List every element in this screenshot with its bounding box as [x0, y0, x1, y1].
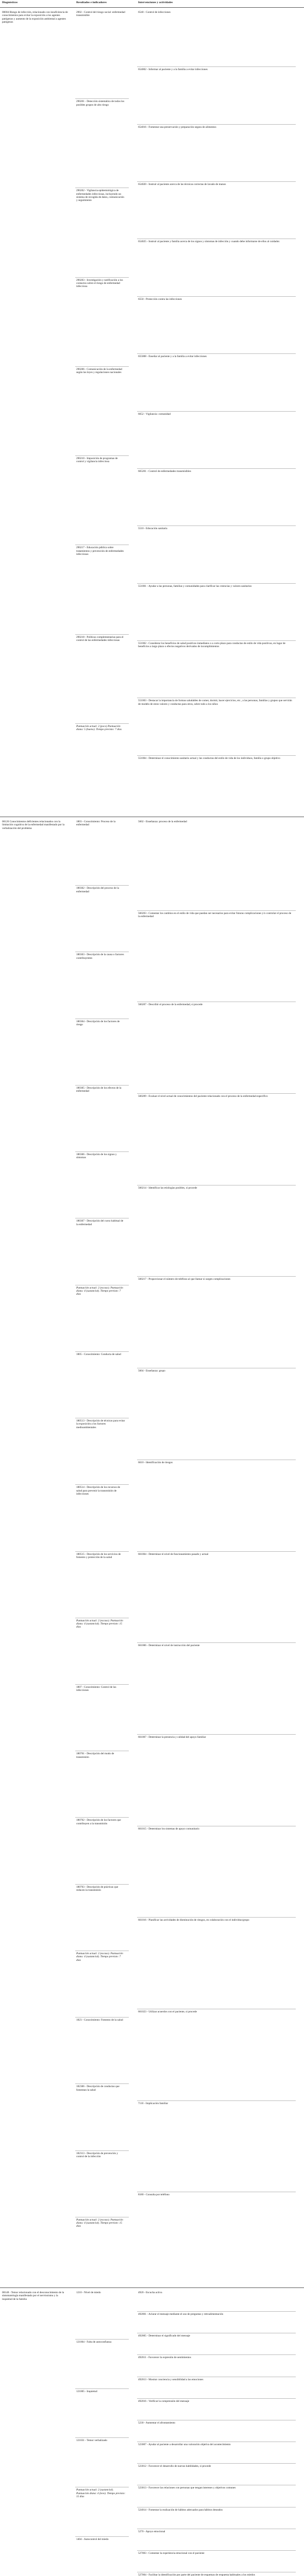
intervention-item: 551003 - Destacar la importancia de formas saludables de comer, dormir, hacer ejercicios, etc., a las personas, familias y grupos que servirán de modelo de estos valores y conductas para otros, sobre todo a los niños [138, 699, 292, 706]
column-header-diagnoses: Diagnósticos [2, 1, 18, 4]
outcome-score: Puntuación actual: 2 (sustancial). Puntuación diana: 4 (leve). Tiempo previsto: 15 días [76, 2488, 126, 2498]
intervention-item: 492001 - Aclarar el mensaje mediante el uso de preguntas y retroalimentación [138, 2313, 224, 2316]
outcome-indicator: 2902 - Control del riesgo social: enfermedad transmisible [76, 11, 125, 18]
intervention-item: 560203 - Comentar los cambios en el estilo de vida que puedan ser necesarios para evitar futuras complicaciones y/o controlar el proceso de la enfermedad [138, 911, 292, 919]
outcome-indicator: 290218 - Políticas complementarias para el control de las enfermedades infecciosas [76, 635, 124, 642]
outcome-indicator: 180303 - Descripción de la causa o factores contribuyentes [76, 953, 124, 960]
intervention-item: 8180 - Consulta por teléfono [138, 2193, 170, 2197]
intervention-item: 551002 - Considerar los beneficios de salud positivos inmediatos o a corto plazo para conductas de estilo de vida positivas, en lugar de beneficios a largo plazo o efectos negativos derivados de incumplimientos [138, 641, 285, 649]
cell-divider [137, 755, 296, 756]
intervention-item: 5510 - Educación sanitaria [138, 527, 167, 531]
intervention-item: 492005 - Determinar el significado del mensaje [138, 2334, 190, 2338]
cell-divider [75, 2017, 129, 2018]
outcome-indicator: 1210 - Nivel de miedo [76, 2291, 101, 2294]
cell-divider [137, 2354, 296, 2355]
outcome-indicator: 182306 - Descripción de conductas que fomentan la salud [76, 2085, 120, 2092]
outcome-indicator: 290202 - Vigilancia epidemiológica de enfermedades infecciosas, incluyendo un sistema de recogida de datos, comunicación y seguimiento [76, 189, 124, 202]
cell-divider [137, 1276, 296, 1277]
outcome-indicator: 290206 - Comunicación de la enfermedad según las leyes y regulaciones nacionales [76, 367, 122, 375]
intervention-item: 560214 - Identificar las etiologías posibles, si procede [138, 1186, 197, 1190]
table-row [0, 2287, 304, 2576]
intervention-item: 661015 - Determinar los sistemas de apoyo comunitario [138, 1827, 199, 1831]
intervention-item: 5602 - Enseñanza: proceso de la enfermedad [138, 820, 187, 823]
outcome-indicator: 290210 - Imposición de programas de control y vigilancia infecciosa [76, 457, 118, 464]
intervention-item: 661006 - Determinar el nivel de instrucción del paciente [138, 1644, 200, 1648]
outcome-score: Puntuación actual: 2 (escaso). Puntuación diana: 4 (sustancial). Tiempo previsto: 7 días [76, 1952, 123, 1962]
intervention-item: 551001 - Ayudar a las personas, familias y comunidades para clarificar las creencias y valores sanitarios [138, 584, 252, 588]
outcome-indicator: 180307 - Descripción del curso habitual de la enfermedad [76, 1219, 124, 1226]
outcome-indicator: 1803 - Conocimiento: Proceso de la enfermedad [76, 820, 116, 827]
intervention-item: 560209 - Evaluar el nivel actual de conocimientos del paciente relacionado con el proceso de la enfermedad específico [138, 1095, 268, 1098]
outcome-indicator: 121004 - Falta de autoconfianza [76, 2340, 112, 2344]
intervention-item: 661016 - Planificar las actividades de disminución de riesgos, en colaboración con el individuo/grupo [138, 1919, 249, 1922]
diagnosis-cell: 00004 Riesgo de infección, relacionado con insuficiencia de conocimientos para evitar la exposición a los agentes patógenos y aumento de la exposición ambiental a agentes patógenos [2, 11, 68, 24]
outcome-indicator: 180514 - Descripción de los recursos de salud para prevenir la transmisión de infecciones [76, 1486, 121, 1496]
column-header-outcomes: Resultados e indicadores [76, 1, 107, 4]
cell-divider [75, 455, 129, 456]
outcome-indicator: 180702 - Descripción de los factores que contribuyen a la transmisión [76, 1819, 121, 1825]
intervention-item: 654025 - Instruir al paciente y familia acerca de los signos y síntomas de infección y cuando debe informarse de ellos al cuidador. [138, 240, 280, 244]
cell-divider [137, 583, 296, 584]
intervention-item: 551004 - Determinar el conocimiento sanitario actual y las conductas del estilo de vida de los individuos, familia o grupo objetivo [138, 756, 280, 760]
intervention-item: 661023 - Utilizar acuerdos con el paciente, si procede [138, 2010, 197, 2013]
intervention-item: 523013 - Favorecer las relaciones con personas que tengan intereses y objetivos comunes [138, 2486, 236, 2490]
intervention-item: 492011 - Favorecer la expresión de sentimientos [138, 2356, 191, 2360]
cell-divider [137, 2398, 296, 2399]
cell-divider [137, 66, 296, 67]
intervention-item: 492016 - Verificar la comprensión del mensaje [138, 2399, 190, 2403]
cell-divider [75, 2083, 129, 2084]
cell-divider [137, 353, 296, 354]
cell-divider [137, 910, 296, 911]
outcome-indicator: 180304 - Descripción de los factores de riesgo [76, 1020, 120, 1027]
cell-divider [75, 634, 129, 635]
cell-divider [137, 2100, 296, 2101]
outcome-indicator: 290203 - Investigación y notificación a los contactos sobre el riesgo de enfermedad infecciosa [76, 278, 123, 289]
outcome-indicator: 180701 - Descripción del modo de transmisión [76, 1752, 114, 1759]
cell-divider [75, 1151, 129, 1152]
intervention-item: 654002 - Informar al paciente y a la familia a evitar infecciones [138, 68, 208, 72]
intervention-item: 4920 - Escucha activa [138, 2291, 162, 2294]
intervention-item: 654016 - Fomentar una preservación y preparación segura de alimentos [138, 125, 216, 129]
cell-divider [137, 1642, 296, 1643]
outcome-score: Puntuación actual: 2 (poco) Puntuación diana: 5 (bueno). Tiempo previsto: 7 días [76, 724, 122, 732]
cell-divider [137, 1734, 296, 1735]
cell-divider [75, 1884, 129, 1885]
intervention-item: 560207 - Describir el proceso de la enfermedad, si procede [138, 1003, 203, 1007]
diagnosis-cell: 00148 - Temor relacionado con el desconocimiento de la sintomatología manifestado por el nerviosismo y la inquietud de la familia [2, 2291, 64, 2301]
intervention-item: 527003 - Comentar la experiencia emocional con el paciente [138, 2551, 205, 2555]
outcome-indicator: 180515 - Descripción de los servicios de fomento y protección de la salud [76, 1552, 121, 1559]
cell-divider [137, 468, 296, 469]
cell-divider [137, 296, 296, 297]
cell-divider [137, 1917, 296, 1918]
cell-divider [137, 181, 296, 182]
outcome-indicator: 180302 - Descripción del proceso de la enfermedad [76, 887, 119, 893]
cell-divider [75, 1684, 129, 1685]
intervention-item: 560217 - Proporcionar el número de teléfono al que llamar si surgen complicaciones [138, 1278, 231, 1281]
intervention-item: 655008 - Enseñar al paciente y a la familia a evitar infecciones [138, 355, 207, 359]
intervention-item: 654020 - Instruir al paciente acerca de las técnicas correctas de lavado de manos [138, 183, 226, 187]
cell-divider [75, 1817, 129, 1818]
cell-divider [75, 1484, 129, 1485]
outcome-indicator: 180703 - Descripción de prácticas que reducen la transmisión [76, 1885, 119, 1892]
cell-divider [137, 124, 296, 125]
outcome-score: Puntuación actual: 2 (escaso). Puntuación diana: 4 (sustancial). Tiempo previsto: 15 días [76, 2218, 123, 2228]
intervention-item: 524014 - Fomentar la realización de hábitos adecuados para hábitos deseados [138, 2508, 223, 2512]
cell-divider [75, 2150, 129, 2151]
intervention-item: 661004 - Determinar el nivel de funcionamiento pasado y actual [138, 1552, 209, 1556]
outcome-indicator: 182313 - Descripción de prevención y control de la infección [76, 2151, 119, 2158]
intervention-item: 7110 - Implicación familiar [138, 2102, 168, 2105]
cell-divider [75, 723, 129, 724]
intervention-item: 5230 - Aumentar el afrontamiento [138, 2421, 176, 2425]
cell-divider [75, 2388, 129, 2389]
outcome-indicator: 121031 - Temor verbalizado [76, 2439, 107, 2443]
cell-divider [137, 640, 296, 641]
diagnosis-cell: 00126 Conocimientos deficientes relacionados con la limitación cognitiva de la enfermedad manifestado por la verbalización del problema [2, 820, 65, 830]
cell-divider [75, 2339, 129, 2340]
intervention-item: 527004 - Facilitar la identificación por parte del paciente de esquemas de respuesta habituales a los miedos [138, 2573, 255, 2576]
outcome-indicator: 180305 - Descripción de los efectos de la enfermedad [76, 1086, 122, 1093]
outcome-indicator: 1823 - Conocimiento: Fomento de la salud [76, 2019, 123, 2022]
cell-divider [137, 2463, 296, 2464]
cell-divider [75, 1351, 129, 1352]
intervention-item: 661007 - Determinar la presencia y calidad del apoyo familiar [138, 1735, 206, 1739]
cell-divider [75, 277, 129, 278]
cell-divider [75, 366, 129, 367]
cell-divider [75, 1551, 129, 1552]
table-row [0, 817, 304, 2288]
cell-divider [75, 1085, 129, 1086]
intervention-item: 523012 - Favorecer el desarrollo de nuevas habilidades, si procede [138, 2465, 211, 2468]
intervention-item: 6550 - Protección contra las infecciones [138, 297, 182, 301]
outcome-indicator: 180306 - Descripción de los signos y síntomas [76, 1153, 117, 1160]
cell-divider [137, 1551, 296, 1552]
intervention-item: 6610 - Identificación de riesgos [138, 1461, 173, 1464]
intervention-item: 665201 - Control de enfermedades transmisibles [138, 469, 191, 473]
outcome-score: Puntuación actual: 2 (escaso). Puntuación diana: 4 (sustancial). Tiempo previsto: 7 días [76, 1286, 123, 1296]
cell-divider [137, 1093, 296, 1094]
cell-divider [75, 2536, 129, 2537]
outcome-indicator: 180513 - Descripción de técnicas para evitar la exposición a los factores medioambientales [76, 1419, 125, 1429]
intervention-item: 492013 - Mostrar conciencia y sensibilidad a las emociones [138, 2378, 204, 2381]
table-row [0, 7, 304, 817]
outcome-indicator: 121005 - Inquietud [76, 2389, 97, 2393]
column-header-interventions: Intervenciones y actividades [138, 1, 173, 4]
intervention-item: 6652 - Vigilancia: comunidad [138, 412, 171, 416]
cell-divider [75, 2437, 129, 2438]
table-header [0, 0, 304, 8]
cell-divider [75, 885, 129, 886]
cell-divider [137, 2550, 296, 2551]
intervention-item: 6540 - Control de infecciones [138, 11, 171, 14]
outcome-indicator: 290201 - Detección sistemática de todos los posibles grupos de alto riesgo [76, 100, 125, 107]
outcome-indicator: 1404 - Autocontrol del miedo [76, 2538, 109, 2541]
cell-divider [137, 2311, 296, 2312]
intervention-item: 5270 - Apoyo emocional [138, 2530, 165, 2533]
outcome-indicator: 1805 - Conocimiento: Conducta de salud [76, 1352, 121, 1356]
outcome-indicator: 1807 - Conocimiento: Control de las infecciones [76, 1685, 116, 1692]
outcome-indicator: 290217 - Educación pública sobre tratamientos y prevención de enfermedades infecciosas [76, 546, 124, 556]
outcome-score: Puntuación actual: 2 (escaso). Puntuación diana: 4 (sustancial). Tiempo previsto: 15 días [76, 1619, 123, 1629]
intervention-item: 5604 - Enseñanza: grupo [138, 1369, 165, 1373]
intervention-item: 523007 - Ayudar al paciente a desarrollar una valoración objetiva del acontecimiento [138, 2443, 231, 2447]
cell-divider [75, 98, 129, 99]
cell-divider [137, 411, 296, 412]
